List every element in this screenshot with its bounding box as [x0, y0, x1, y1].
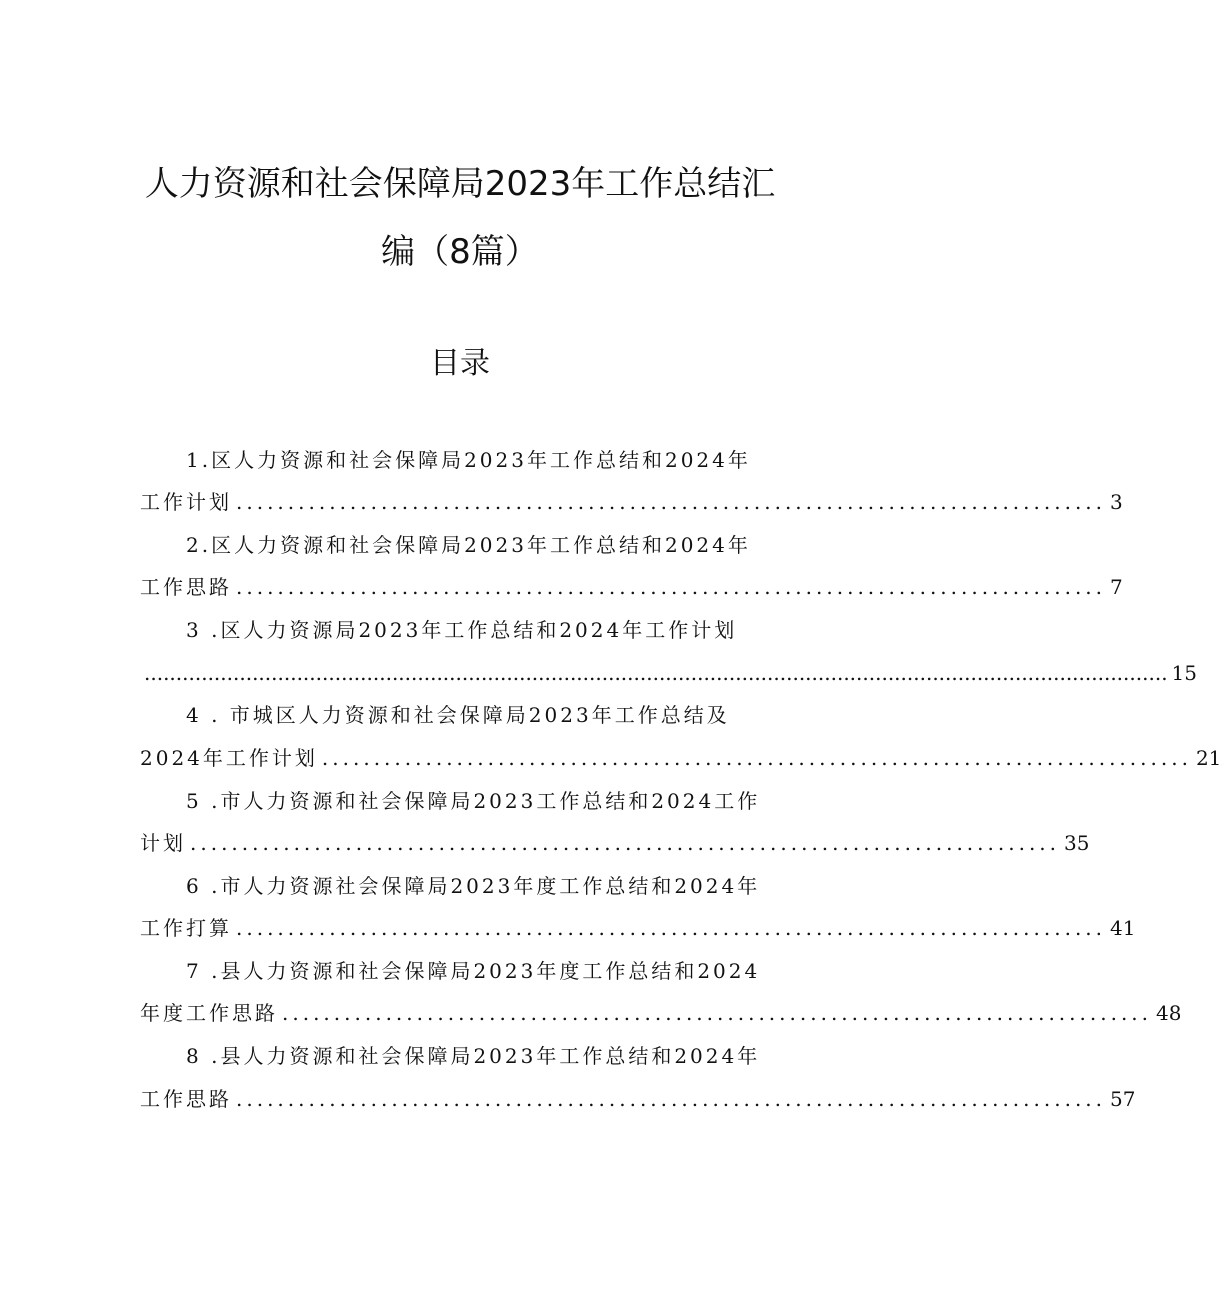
- toc-entry-8-title[interactable]: 8 .县人力资源和社会保障局2023年工作总结和2024年: [186, 1044, 761, 1068]
- toc-entry-1-title-end: 工作计划: [140, 490, 232, 514]
- toc-entry-2-title-end: 工作思路: [140, 575, 232, 599]
- document-title-line-1: 人力资源和社会保障局2023年工作总结汇: [144, 164, 776, 204]
- toc-entry-5-title-end: 计划: [140, 831, 186, 855]
- toc-entry-3-continuation[interactable]: [140, 659, 1197, 687]
- toc-entry-5-continuation[interactable]: [140, 829, 1090, 857]
- toc-entry-1-continuation[interactable]: [140, 488, 1123, 516]
- toc-leader-dots: ....................................................................................: [236, 575, 1107, 599]
- toc-leader-dots: ....................................................................................: [321, 746, 1192, 770]
- toc-leader-dots: ....................................................................................: [190, 831, 1061, 855]
- toc-entry-5-title[interactable]: 5 .市人力资源和社会保障局2023工作总结和2024工作: [186, 789, 761, 813]
- toc-entry-8-continuation[interactable]: [140, 1085, 1136, 1113]
- toc-entry-5-page: 35: [1064, 831, 1090, 855]
- toc-entry-4-page: 21: [1195, 746, 1221, 770]
- document-title-line-2: 编（8篇）: [381, 232, 539, 272]
- toc-entry-6-title-end: 工作打算: [140, 916, 232, 940]
- toc-entry-3-title[interactable]: 3 .区人力资源局2023年工作总结和2024年工作计划: [186, 618, 738, 642]
- toc-leader-dots: ....................................................................................: [236, 490, 1107, 514]
- toc-entry-4-title-end: 2024年工作计划: [140, 746, 318, 770]
- toc-entry-6-page: 41: [1110, 916, 1136, 940]
- toc-leader-dots: ....................................................................................: [236, 1087, 1107, 1111]
- toc-entry-7-title[interactable]: 7 .县人力资源和社会保障局2023年度工作总结和2024: [186, 959, 761, 983]
- toc-entry-8-title-end: 工作思路: [140, 1087, 232, 1111]
- toc-leader-dots: ....................................................................................: [236, 916, 1107, 940]
- toc-entry-2-page: 7: [1110, 575, 1123, 599]
- toc-entry-1-title[interactable]: 1.区人力资源和社会保障局2023年工作总结和2024年: [186, 448, 751, 472]
- toc-entry-1-page: 3: [1110, 490, 1123, 514]
- toc-leader-dots: .................................................................................................................................................................: [144, 661, 1168, 685]
- toc-heading: 目录: [430, 346, 490, 381]
- toc-entry-3-page: 15: [1171, 661, 1197, 685]
- toc-entry-7-continuation[interactable]: [140, 999, 1182, 1027]
- toc-entry-8-page: 57: [1110, 1087, 1136, 1111]
- toc-leader-dots: ....................................................................................: [282, 1001, 1153, 1025]
- toc-entry-2-continuation[interactable]: [140, 573, 1123, 601]
- toc-entry-7-title-end: 年度工作思路: [140, 1001, 278, 1025]
- toc-entry-7-page: 48: [1156, 1001, 1182, 1025]
- toc-entry-6-continuation[interactable]: [140, 914, 1136, 942]
- toc-entry-2-title[interactable]: 2.区人力资源和社会保障局2023年工作总结和2024年: [186, 533, 751, 557]
- toc-entry-4-title[interactable]: 4 . 市城区人力资源和社会保障局2023年工作总结及: [186, 703, 730, 727]
- toc-entry-6-title[interactable]: 6 .市人力资源社会保障局2023年度工作总结和2024年: [186, 874, 761, 898]
- toc-entry-4-continuation[interactable]: [140, 744, 1221, 772]
